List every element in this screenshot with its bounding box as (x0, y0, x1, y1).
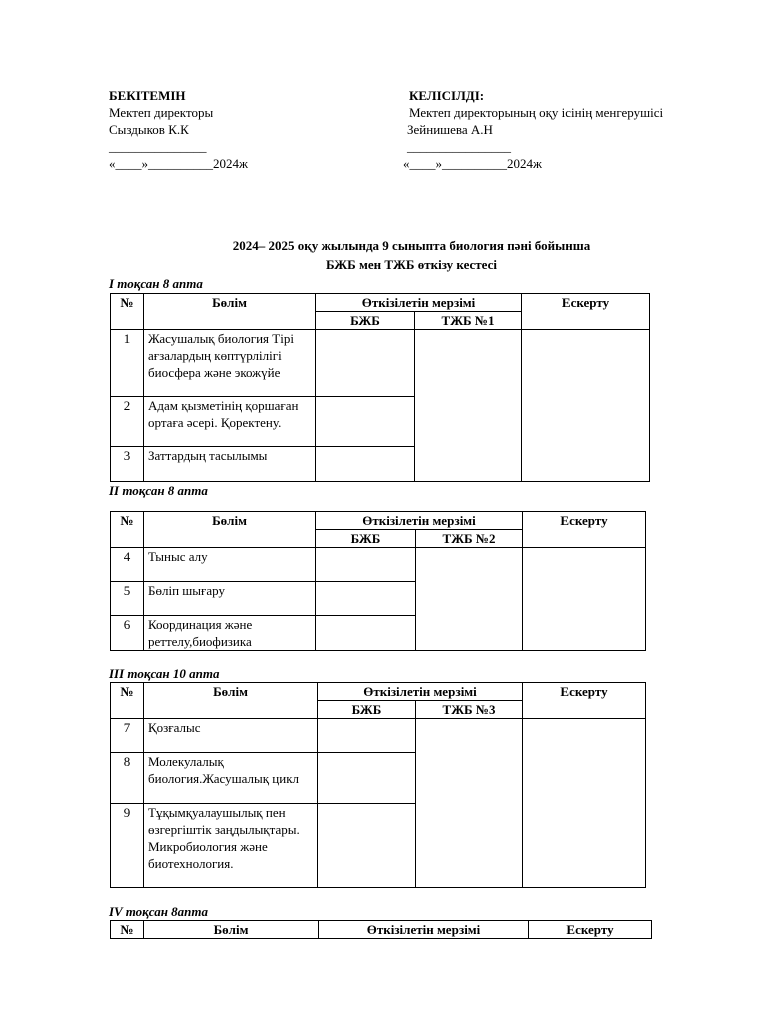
row-num: 2 (111, 397, 144, 447)
row-section: Бөліп шығару (144, 582, 316, 616)
col-note: Ескерту (523, 683, 646, 719)
approve-signature-line: _______________ (109, 139, 207, 154)
row-num: 6 (111, 616, 144, 651)
agree-date: «____»__________2024ж (403, 156, 542, 171)
note-cell (522, 330, 650, 482)
approve-role: Мектеп директоры (109, 105, 214, 120)
row-num: 1 (111, 330, 144, 397)
col-section: Бөлім (144, 512, 316, 548)
quarter-heading: ІV тоқсан 8апта (109, 904, 209, 919)
note-cell (523, 719, 646, 888)
col-num: № (111, 294, 144, 330)
col-tjb: ТЖБ №2 (416, 530, 523, 548)
quarter-4-table (110, 920, 652, 939)
col-section: Бөлім (144, 921, 319, 939)
row-num: 8 (111, 753, 144, 804)
row-num: 7 (111, 719, 144, 753)
row-section: Тыныс алу (144, 548, 316, 582)
bjb-cell (316, 582, 416, 616)
col-bjb: БЖБ (316, 530, 416, 548)
doc-title-line1: 2024– 2025 оқу жылында 9 сыныпта биология пәні бойынша (232, 238, 591, 253)
row-num: 3 (111, 447, 144, 482)
bjb-cell (318, 719, 416, 753)
quarter-1-table (110, 293, 650, 482)
approve-title: БЕКІТЕМІН (109, 88, 186, 103)
col-section: Бөлім (144, 294, 316, 330)
col-num: № (111, 921, 144, 939)
bjb-cell (316, 330, 415, 397)
agree-name: Зейнишева А.Н (407, 122, 493, 137)
approve-date: «____»__________2024ж (109, 156, 248, 171)
tjb-cell (416, 548, 523, 651)
col-num: № (111, 512, 144, 548)
tjb-cell (416, 719, 523, 888)
bjb-cell (316, 548, 416, 582)
quarter-3-table (110, 682, 646, 888)
row-section: Қозғалыс (144, 719, 318, 753)
quarter-2-table (110, 511, 646, 651)
bjb-cell (316, 397, 415, 447)
row-section: Тұқымқуалаушылық пен өзгергіштік заңдылықтары. Микробиология және биотехнология. (144, 804, 318, 888)
col-tjb: ТЖБ №3 (416, 701, 523, 719)
col-note: Ескерту (523, 512, 646, 548)
col-period: Өткізілетін мерзімі (316, 512, 523, 530)
row-section: Молекулалық биология.Жасушалық цикл (144, 753, 318, 804)
quarter-heading: І тоқсан 8 апта (109, 276, 203, 291)
tjb-cell (415, 330, 522, 482)
agree-role: Мектеп директорының оқу ісінің менгерушісі (409, 105, 664, 120)
bjb-cell (318, 804, 416, 888)
agree-signature-line: ________________ (407, 139, 511, 154)
row-num: 9 (111, 804, 144, 888)
row-section: Заттардың тасылымы (144, 447, 316, 482)
quarter-heading: ІІ тоқсан 8 апта (109, 483, 208, 498)
note-cell (523, 548, 646, 651)
row-num: 5 (111, 582, 144, 616)
col-tjb: ТЖБ №1 (415, 312, 522, 330)
quarter-heading: ІІІ тоқсан 10 апта (109, 666, 220, 681)
col-note: Ескерту (529, 921, 652, 939)
col-period: Өткізілетін мерзімі (318, 683, 523, 701)
agree-title: КЕЛІСІЛДІ: (409, 88, 485, 103)
row-section: Координация және реттелу,биофизика (144, 616, 316, 651)
doc-title-line2: БЖБ мен ТЖБ өткізу кестесі (326, 257, 497, 272)
col-num: № (111, 683, 144, 719)
row-num: 4 (111, 548, 144, 582)
col-bjb: БЖБ (316, 312, 415, 330)
bjb-cell (316, 447, 415, 482)
col-bjb: БЖБ (318, 701, 416, 719)
bjb-cell (316, 616, 416, 651)
col-section: Бөлім (144, 683, 318, 719)
col-period: Өткізілетін мерзімі (316, 294, 522, 312)
col-note: Ескерту (522, 294, 650, 330)
row-section: Жасушалық биология Тірі ағзалардың көптүрлілігі биосфера және экожүйе (144, 330, 316, 397)
row-section: Адам қызметінің қоршаған ортаға әсері. Қоректену. (144, 397, 316, 447)
col-period: Өткізілетін мерзімі (319, 921, 529, 939)
bjb-cell (318, 753, 416, 804)
approve-name: Сыздыков К.К (109, 122, 189, 137)
